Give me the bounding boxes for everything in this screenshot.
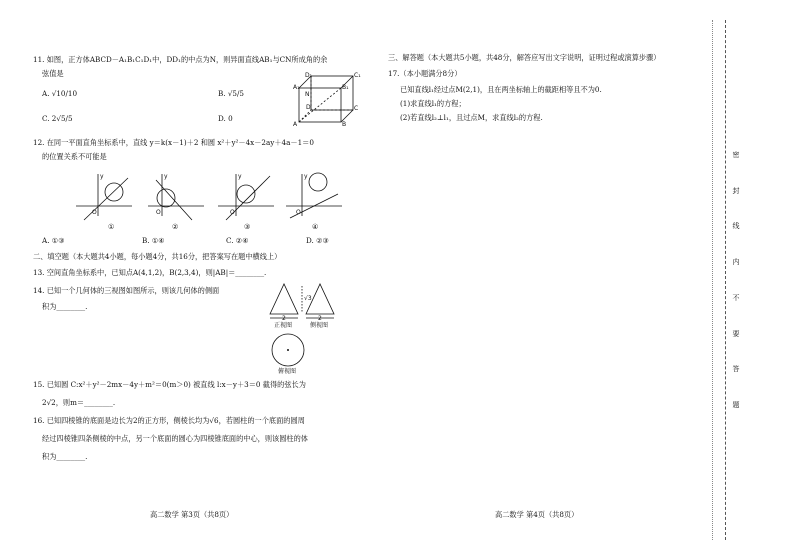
svg-text:y: y	[100, 173, 104, 180]
graph-label-2: ②	[172, 223, 179, 231]
binding-char: 要	[732, 329, 740, 338]
binding-char: 封	[732, 186, 740, 195]
binding-line-dotted	[712, 20, 714, 540]
top-view-label: 俯视图	[278, 368, 297, 374]
cube-label-c: C	[354, 105, 359, 112]
q12-option-c: C. ②④	[226, 236, 249, 245]
right-page-footer: 高二数学 第4页（共8页）	[495, 510, 579, 519]
binding-char: 不	[732, 293, 740, 302]
svg-text:O: O	[230, 209, 235, 216]
binding-char: 线	[732, 222, 740, 231]
q11-option-d: D. 0	[218, 114, 233, 123]
left-page-footer: 高二数学 第3页（共8页）	[150, 510, 234, 519]
q11-option-a: A. √10/10	[42, 89, 78, 98]
binding-line-dashed	[725, 20, 727, 540]
svg-text:y: y	[304, 173, 308, 180]
q12-option-b: B. ①④	[142, 236, 165, 245]
cube-label-a: A	[293, 121, 298, 128]
q11-option-b: B. √5/5	[218, 89, 244, 98]
side-view-dim: 2	[318, 315, 322, 322]
q17-stem: 已知直线l₁经过点M(2,1)，且在两坐标轴上的截距相等且不为0.	[400, 85, 602, 94]
binding-char: 答	[732, 365, 740, 374]
cube-label-b: B	[342, 121, 347, 128]
q16-line3: 积为________.	[42, 452, 88, 461]
three-views-figure	[266, 278, 342, 374]
cube-label-c1: C₁	[354, 72, 361, 79]
svg-text:O: O	[296, 209, 301, 216]
cube-label-b1: B₁	[342, 84, 349, 91]
q17-part1: (1)求直线l₁的方程；	[400, 99, 466, 108]
q12-stem-line1: 12. 在同一平面直角坐标系中，直线 y＝k(x－1)＋2 和圆 x²＋y²－4x－2ay＋4a－1＝0	[33, 138, 314, 147]
front-view-label: 正视图	[274, 322, 293, 329]
q15-line1: 15. 已知圆 C:x²＋y²－2mx－4y＋m²＝0(m＞0) 被直线 l:x－y＋3＝0 截得的弦长为	[33, 380, 306, 389]
graph-label-3: ③	[244, 223, 251, 231]
q11-stem-line2: 弦值是	[42, 69, 64, 78]
svg-text:y: y	[164, 173, 168, 180]
q12-graphs	[70, 170, 360, 232]
cube-label-d1: D₁	[305, 72, 313, 79]
cube-label-n: N	[305, 91, 310, 98]
q17-part2: (2)若直线l₂⊥l₁，且过点M，求直线l₂的方程.	[400, 113, 543, 122]
q17-title: 17.（本小题满分8分）	[388, 69, 462, 78]
svg-text:O: O	[92, 209, 97, 216]
side-view-label: 侧视图	[310, 322, 329, 329]
binding-char: 密	[732, 151, 740, 159]
graph-label-1: ①	[108, 223, 115, 231]
binding-notice	[729, 150, 743, 410]
q16-line2: 经过四棱锥四条侧棱的中点，另一个底面的圆心为四棱锥底面的中心，则该圆柱的体	[42, 434, 308, 443]
svg-text:O: O	[156, 209, 161, 216]
cube-figure	[293, 70, 363, 128]
section3-heading: 三、解答题（本大题共5小题，共48分，解答应写出文字说明，证明过程或演算步骤）	[388, 53, 661, 62]
graph-label-4: ④	[312, 223, 319, 231]
q11-stem-line1: 11. 如图，正方体ABCD－A₁B₁C₁D₁中，DD₁的中点为N，则异面直线AB₁与CN所成角的余	[33, 55, 328, 64]
q13-text: 13. 空间直角坐标系中，已知点A(4,1,2)，B(2,3,4)，则|AB|＝________.	[33, 268, 267, 277]
binding-char: 题	[732, 400, 740, 409]
q16-line1: 16. 已知四棱锥的底面是边长为2的正方形，侧棱长均为√6，若圆柱的一个底面的圆周	[33, 416, 305, 425]
q14-line2: 积为________.	[42, 302, 88, 311]
q12-option-d: D. ②③	[306, 236, 329, 245]
q12-option-a: A. ①③	[42, 236, 65, 245]
q12-stem-line2: 的位置关系不可能是	[42, 152, 107, 161]
svg-text:y: y	[238, 173, 242, 180]
cube-label-d: D	[306, 104, 311, 111]
q14-line1: 14. 已知一个几何体的三视图如图所示，则该几何体的侧面	[33, 286, 220, 295]
q11-option-c: C. 2√5/5	[42, 114, 73, 123]
q15-line2: 2√2，则m＝________.	[42, 398, 116, 407]
height-dim: √3	[304, 295, 312, 302]
front-view-dim: 2	[282, 315, 286, 322]
section2-heading: 二、填空题（本大题共4小题，每小题4分，共16分，把答案写在题中横线上）	[33, 252, 282, 261]
binding-char: 内	[732, 258, 740, 267]
cube-label-a1: A₁	[293, 84, 300, 91]
